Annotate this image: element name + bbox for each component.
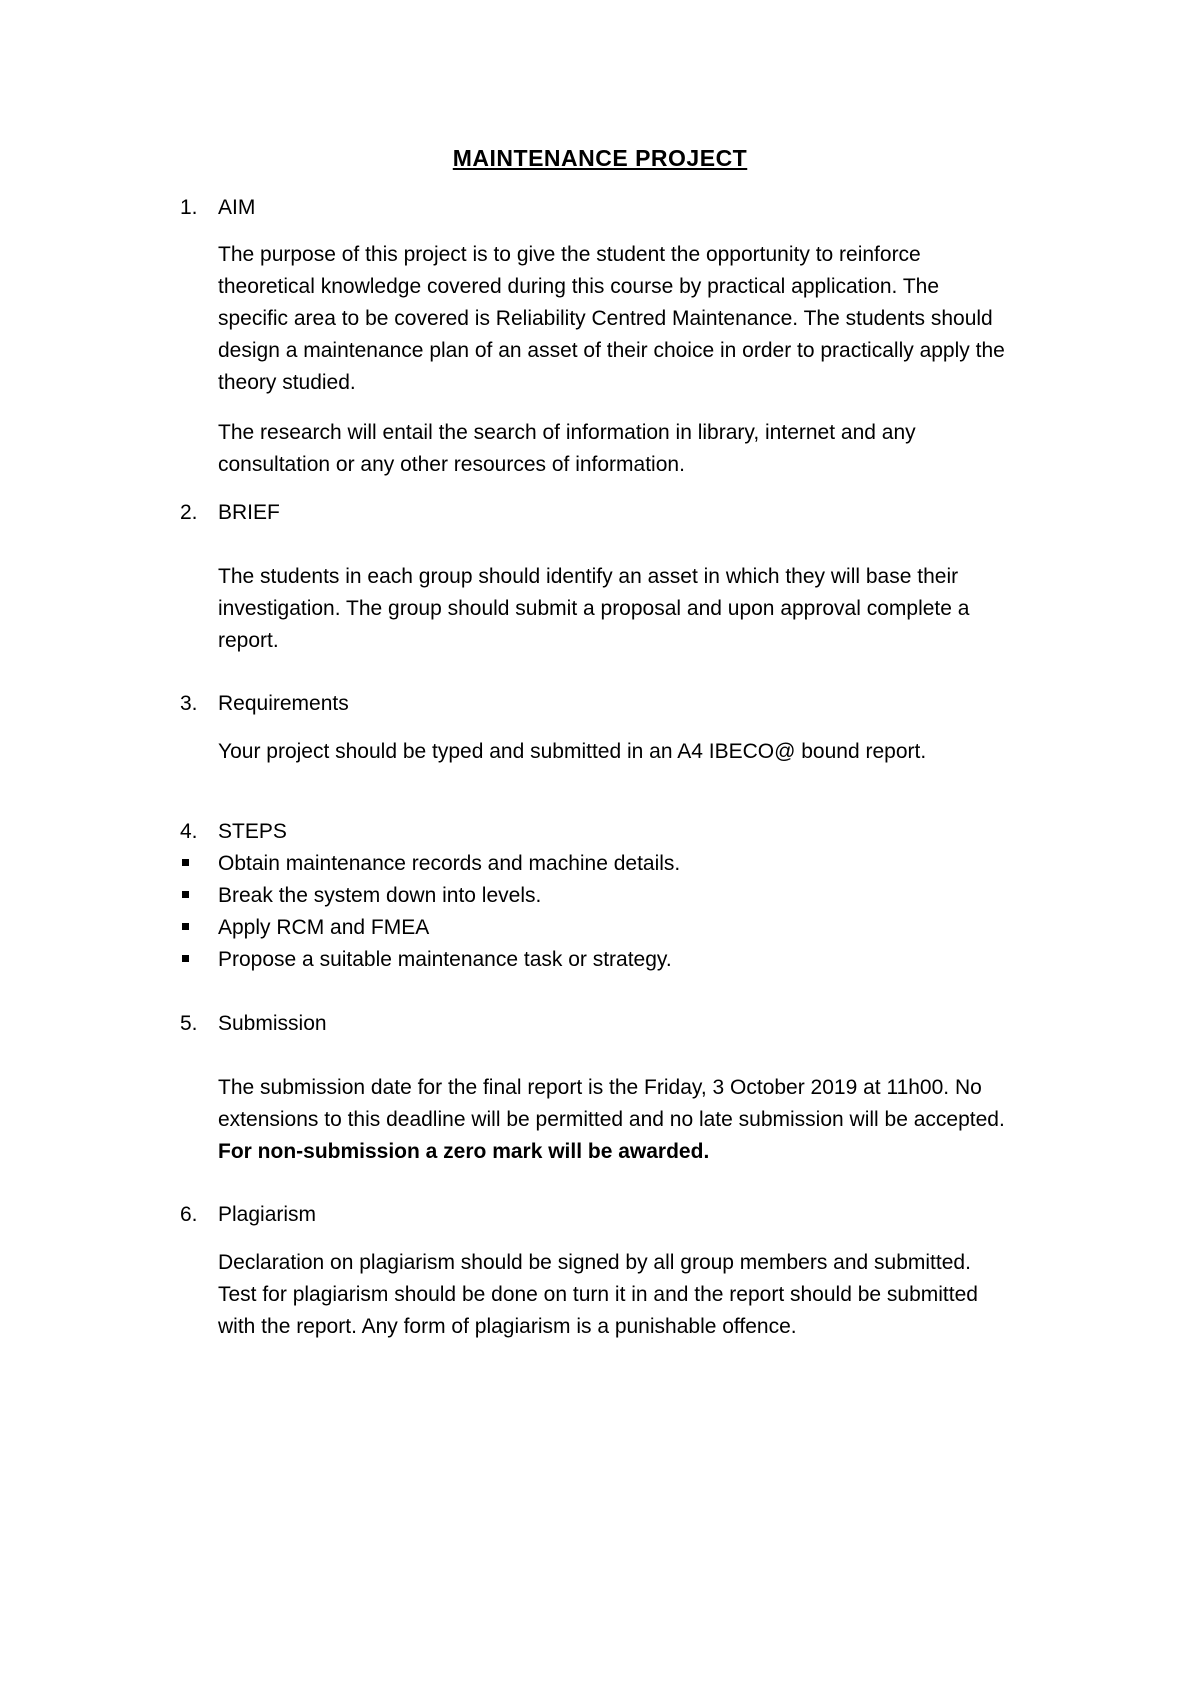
section-number: 3. [180,692,198,715]
text-line: Declaration on plagiarism should be signed by all group members and submitted. [218,1251,971,1274]
section-heading-submission: Submission [218,1012,327,1035]
square-bullet-icon [182,859,189,866]
brief-paragraph [218,561,969,657]
section-heading-brief: BRIEF [218,501,280,524]
text-line: design a maintenance plan of an asset of their choice in order to practically apply the [218,339,1005,362]
text-line: Your project should be typed and submitted in an A4 IBECO@ bound report. [218,740,927,763]
text-line: The purpose of this project is to give the student the opportunity to reinforce [218,243,921,266]
text-line: Test for plagiarism should be done on turn it in and the report should be submitted [218,1283,978,1306]
text-line: theoretical knowledge covered during this course by practical application. The [218,275,940,298]
list-item-text: Apply RCM and FMEA [218,916,430,939]
submission-paragraph [218,1072,1005,1168]
section-heading-plagiarism: Plagiarism [218,1203,317,1226]
square-bullet-icon [182,891,189,898]
list-item-text: Break the system down into levels. [218,884,542,907]
bold-notice-line: For non-submission a zero mark will be awarded. [218,1140,710,1163]
text-line: theory studied. [218,371,356,394]
section-number: 6. [180,1203,198,1226]
section-number: 1. [180,196,198,219]
section-number: 5. [180,1012,198,1035]
list-item [182,880,541,912]
section-heading-aim: AIM [218,196,256,219]
text-line: extensions to this deadline will be permitted and no late submission will be accepted. [218,1108,1005,1131]
text-line: report. [218,629,279,652]
plagiarism-paragraph [218,1247,978,1343]
text-line: The submission date for the final report is the Friday, 3 October 2019 at 11h00. No [218,1076,982,1099]
section-heading-requirements: Requirements [218,692,349,715]
text-line: The research will entail the search of information in library, internet and any [218,421,916,444]
text-line: The students in each group should identify an asset in which they will base their [218,565,959,588]
section-number: 4. [180,820,198,843]
list-item [182,912,429,944]
square-bullet-icon [182,923,189,930]
text-line: investigation. The group should submit a proposal and upon approval complete a [218,597,970,620]
text-line: consultation or any other resources of information. [218,453,685,476]
aim-paragraph-2 [218,417,916,481]
list-item [182,848,680,880]
square-bullet-icon [182,955,189,962]
requirements-paragraph [218,736,926,768]
list-item-text: Propose a suitable maintenance task or strategy. [218,948,672,971]
text-line: specific area to be covered is Reliability Centred Maintenance. The students should [218,307,993,330]
list-item [182,944,672,976]
text-line: with the report. Any form of plagiarism is a punishable offence. [218,1315,797,1338]
section-heading-steps: STEPS [218,820,287,843]
aim-paragraph-1 [218,239,1005,399]
list-item-text: Obtain maintenance records and machine details. [218,852,681,875]
document-title: MAINTENANCE PROJECT [452,145,748,171]
section-number: 2. [180,501,198,524]
